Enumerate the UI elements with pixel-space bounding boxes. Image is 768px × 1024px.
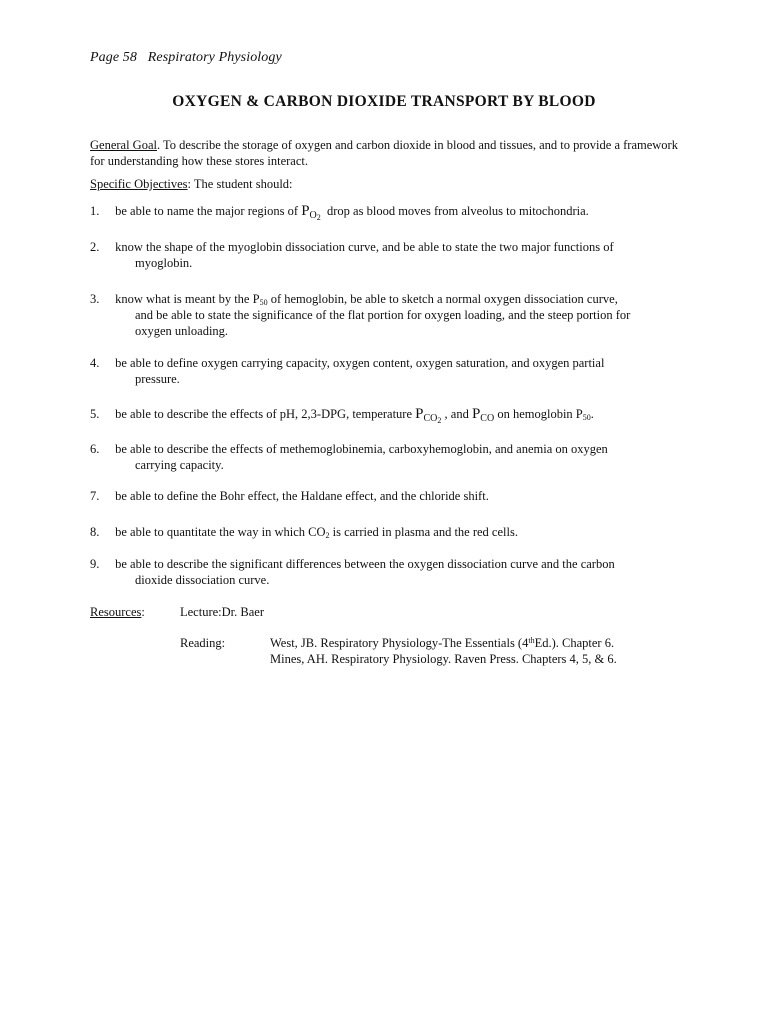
objective-text-end: drop as blood moves from alveolus to mitochondria. xyxy=(327,204,589,218)
objective-number: 1. xyxy=(90,204,100,218)
objective-continuation: dioxide dissociation curve. xyxy=(135,573,270,587)
general-goal-text: . To describe the storage of oxygen and carbon dioxide in blood and tissues, and to provide a framework for understanding how these stores interact. xyxy=(90,138,678,168)
resources-reading-list xyxy=(270,635,617,667)
objective-number: 6. xyxy=(90,442,100,456)
objective-text: be able to define the Bohr effect, the Haldane effect, and the chloride shift. xyxy=(115,489,489,503)
specific-objectives-heading xyxy=(90,176,293,192)
objective-7 xyxy=(90,488,690,504)
objective-number: 4. xyxy=(90,356,100,370)
objective-text: be able to name the major regions of xyxy=(115,204,299,218)
objective-continuation: and be able to state the significance of the flat portion for oxygen loading, and the steep portion for xyxy=(135,308,631,322)
objective-text: be able to describe the effects of methemoglobinemia, carboxyhemoglobin, and anemia on oxygen xyxy=(115,442,608,456)
objective-text-end: on hemoglobin P xyxy=(497,407,583,421)
objective-text: be able to describe the effects of pH, 2,3-DPG, temperature xyxy=(115,407,413,421)
objective-number: 5. xyxy=(90,407,100,421)
objective-4 xyxy=(90,355,690,387)
objective-3 xyxy=(90,291,690,339)
objective-number: 9. xyxy=(90,557,100,571)
objective-1 xyxy=(90,203,690,224)
section-name: Respiratory Physiology xyxy=(147,50,282,65)
resources-reading-label: Reading: xyxy=(180,636,226,650)
objective-text-end: of hemoglobin, be able to sketch a normal oxygen dissociation curve, xyxy=(270,292,618,306)
page-header xyxy=(90,50,282,66)
specific-objectives-text: : The student should: xyxy=(187,177,293,191)
objective-text: be able to describe the significant differences between the oxygen dissociation curve and the carbon xyxy=(115,557,615,571)
p50-subscript: 50 xyxy=(582,413,591,422)
objective-number: 8. xyxy=(90,525,100,539)
reference-west: West, JB. Respiratory Physiology-The Essentials (4thEd.). Chapter 6. xyxy=(270,636,615,650)
pco2-symbol: $P_{CO_2}$ xyxy=(415,406,442,425)
po2-symbol: $P_{O_2}$ xyxy=(301,203,321,222)
page-title: OXYGEN & CARBON DIOXIDE TRANSPORT BY BLOOD xyxy=(172,93,596,110)
objective-6 xyxy=(90,441,690,473)
p50-subscript: 50 xyxy=(259,298,268,307)
objective-number: 3. xyxy=(90,292,100,306)
general-goal-label: General Goal xyxy=(90,138,157,152)
objective-continuation: oxygen unloading. xyxy=(135,324,229,338)
objective-5: 5. be able to describe the effects of pH, 2,3-DPG, temperature $P_{CO_2}$ , and $P_{CO}$ on hemoglobin $P_{50}$. xyxy=(90,406,594,425)
objective-number: 7. xyxy=(90,489,100,503)
objective-text-end: is carried in plasma and the red cells. xyxy=(332,525,518,539)
co2-subscript: 2 xyxy=(325,531,330,540)
objective-text: be able to quantitate the way in which CO xyxy=(115,525,326,539)
objective-9 xyxy=(90,556,690,588)
objective-continuation: myoglobin. xyxy=(135,256,193,270)
objective-2 xyxy=(90,239,690,271)
specific-objectives-label: Specific Objectives xyxy=(90,177,188,191)
resources-heading: Resources: xyxy=(90,605,145,619)
objective-text: know what is meant by the P xyxy=(115,292,260,306)
pco-symbol: $P_{CO}$ xyxy=(471,406,495,424)
objective-text: know the shape of the myoglobin dissociation curve, and be able to state the two major functions of xyxy=(115,240,614,254)
resources-label: Resources xyxy=(90,605,142,619)
objective-text: be able to define oxygen carrying capacity, oxygen content, oxygen saturation, and oxygen partial xyxy=(115,356,605,370)
resources-lecture: Lecture:Dr. Baer xyxy=(180,605,264,619)
objective-number: 2. xyxy=(90,240,100,254)
page-number: Page 58 xyxy=(90,50,137,65)
objective-continuation: carrying capacity. xyxy=(135,458,224,472)
objective-continuation: pressure. xyxy=(135,372,180,386)
general-goal xyxy=(90,137,690,169)
objective-8 xyxy=(90,524,690,540)
reference-mines: Mines, AH. Respiratory Physiology. Raven Press. Chapters 4, 5, & 6. xyxy=(270,652,617,666)
